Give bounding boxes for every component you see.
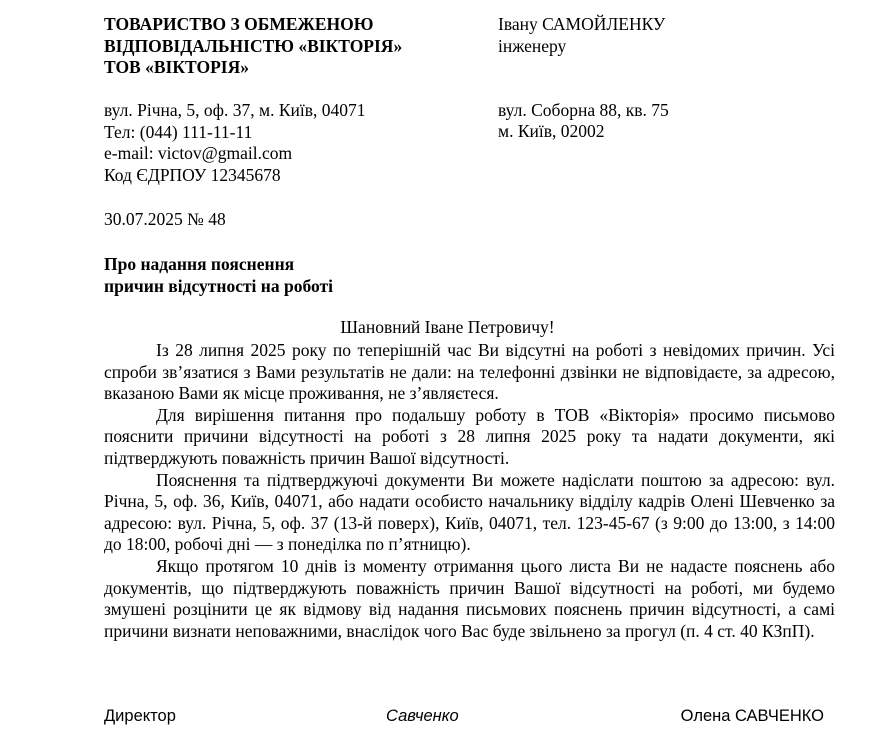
- company-full-name-line1: ТОВАРИСТВО З ОБМЕЖЕНОЮ: [104, 14, 374, 34]
- recipient-address-line2: м. Київ, 02002: [498, 121, 605, 141]
- body-paragraph-4: Якщо протягом 10 днів із моменту отримання цього листа Ви не надасте пояснень або документів, що підтверджують поважність причин Вашої відсутності на роботі, ми будемо змушені розцінити це як відмову від надання письмових пояснень причин відсутності, а самі причини визнати неповажними, внаслідок чого Вас буде звільнено за прогул (п. 4 ст. 40 КЗпП).: [104, 555, 835, 641]
- company-short-name: ТОВ «ВІКТОРІЯ»: [104, 57, 249, 77]
- subject-line1: Про надання пояснення: [104, 254, 295, 274]
- sender-address: вул. Річна, 5, оф. 37, м. Київ, 04071: [104, 100, 366, 120]
- body-paragraph-2: Для вирішення питання про подальшу роботу в ТОВ «Вікторія» просимо письмово пояснити причини відсутності на роботі з 28 липня 2025 року та надати документи, які підтверджують поважність причин Вашої відсутності.: [104, 404, 835, 468]
- recipient-address: [498, 100, 858, 143]
- recipient-name: Івану САМОЙЛЕНКУ: [498, 14, 666, 34]
- recipient-address-line1: вул. Соборна 88, кв. 75: [498, 99, 669, 120]
- letter-body: [104, 340, 835, 642]
- signatory-name: Олена САВЧЕНКО: [680, 707, 824, 725]
- body-paragraph-3: Пояснення та підтверджуючі документи Ви можете надіслати поштою за адресою: вул. Річна, 5, оф. 36, Київ, 04071, або надати особисто начальнику відділу кадрів Олені Шевченко за адресою: вул. Річна, 5, оф. 37 (13-й поверх), Київ, 04071, тел. 123-45-67 (з 9:00 до 13:00, з 14:00 до 18:00, робочі дні — з понеділка по п’ятницю).: [104, 469, 835, 555]
- subject-line2: причин відсутності на роботі: [104, 275, 333, 296]
- company-full-name-line2: ВІДПОВІДАЛЬНІСТЮ «ВІКТОРІЯ»: [104, 35, 403, 56]
- sender-block: [104, 14, 484, 186]
- signature-block: [104, 706, 824, 728]
- signatory-position: Директор: [104, 707, 176, 725]
- sender-phone: Тел: (044) 111-11-11: [104, 121, 253, 142]
- sender-contacts: [104, 100, 484, 186]
- recipient-block: [498, 14, 858, 143]
- letter-date-number: 30.07.2025 № 48: [104, 209, 226, 229]
- sender-email: e-mail: victov@gmail.com: [104, 143, 293, 163]
- greeting: Шановний Іване Петровичу!: [340, 317, 555, 337]
- recipient-position: інженеру: [498, 35, 567, 56]
- body-paragraph-1: Із 28 липня 2025 року по теперішній час Ви відсутні на роботі з невідомих причин. Усі спроби зв’язатися з Вами результатів не дали: на телефонні дзвінки не відповідаєте, за адресою, вказаною Вами як місце проживання, не з’являєтеся.: [104, 340, 835, 404]
- sender-edrpou: Код ЄДРПОУ 12345678: [104, 164, 281, 185]
- letter-subject: [104, 254, 333, 297]
- handwritten-signature: Савченко: [386, 707, 459, 725]
